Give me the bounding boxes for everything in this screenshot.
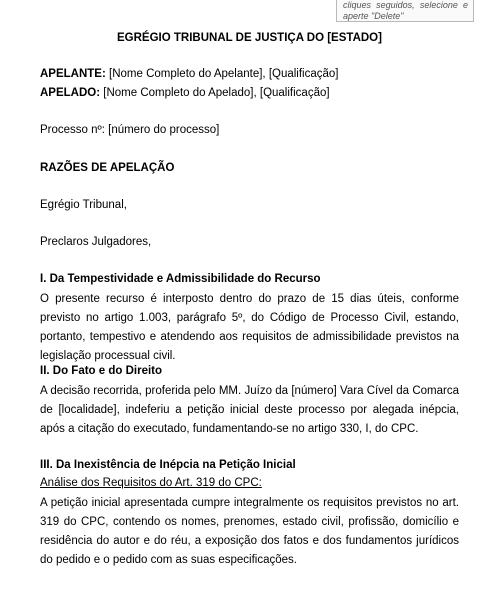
apelado-label: APELADO: xyxy=(40,87,101,99)
section-subheading: Análise dos Requisitos do Art. 319 do CPC: xyxy=(40,477,262,489)
apelante-label: APELANTE: xyxy=(40,68,106,80)
instruction-note xyxy=(336,0,474,22)
section-heading: I. Da Tempestividade e Admissibilidade do Recurso xyxy=(40,273,321,285)
section-heading: II. Do Fato e do Direito xyxy=(40,365,163,377)
apelante-value: [Nome Completo do Apelante], [Qualificação] xyxy=(105,68,339,80)
instruction-note-text: cliques seguidos, selecione e aperte "Delete" xyxy=(343,0,468,21)
section-heading: III. Da Inexistência de Inépcia na Petição Inicial xyxy=(40,459,296,471)
greeting-julgadores: Preclaros Julgadores, xyxy=(40,236,152,248)
section-paragraph: A decisão recorrida, proferida pelo MM. Juízo da [número] Vara Cível da Comarca de [localidade], indeferiu a petição inicial deste processo por alegada inépcia, após a citação do executado, fundamentando-se no artigo 330, I, do CPC. xyxy=(40,385,459,435)
razoes-heading: RAZÕES DE APELAÇÃO xyxy=(40,162,175,174)
apelante-line xyxy=(40,68,339,80)
section-paragraph: O presente recurso é interposto dentro do prazo de 15 dias úteis, conforme previsto no artigo 1.003, parágrafo 5º, do Código de Processo Civil, estando, portanto, tempestivo e atendendo aos requisitos de admissibilidade previstos na legislação processual civil. xyxy=(40,293,459,362)
process-number: Processo nº: [número do processo] xyxy=(40,124,220,136)
greeting-tribunal: Egrégio Tribunal, xyxy=(40,199,127,211)
section-paragraph: A petição inicial apresentada cumpre integralmente os requisitos previstos no art. 319 do CPC, contendo os nomes, prenomes, estado civil, profissão, domicílio e residência do autor e do réu, a exposição dos fatos e dos fundamentos jurídicos do pedido e o pedido com as suas especificações. xyxy=(40,497,459,566)
apelado-line xyxy=(40,87,330,99)
apelado-value: [Nome Completo do Apelado], [Qualificação] xyxy=(100,87,330,99)
court-title: EGRÉGIO TRIBUNAL DE JUSTIÇA DO [ESTADO] xyxy=(117,32,382,44)
